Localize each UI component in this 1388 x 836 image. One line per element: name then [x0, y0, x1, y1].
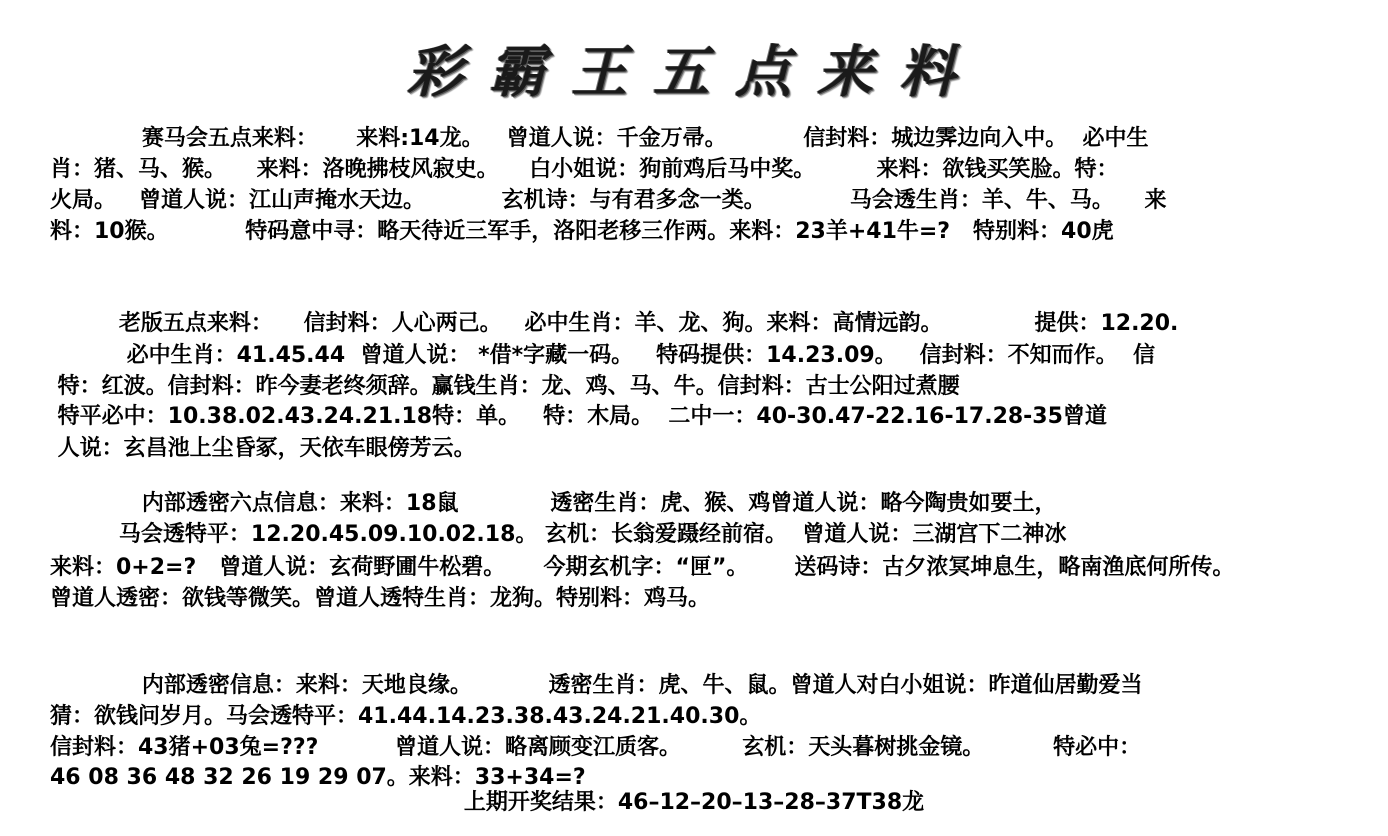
text-line: 特：红波。信封料：昨今妻老终须辞。赢钱生肖：龙、鸡、马、牛。信封料：古士公阳过煮腰 — [50, 374, 960, 399]
page-title: 彩霸王五点来料 — [407, 39, 981, 105]
text-line: 赛马会五点来料： 来料:14龙。 曾道人说：千金万帚。 信封料：城边霁边向入中。 必中生 — [50, 126, 1149, 151]
text-line: 猜：欲钱问岁月。马会透特平：41.44.14.23.38.43.24.21.40.30。 — [50, 704, 762, 729]
text-line: 信封料：43猪+03兔=??? 曾道人说：略离顾变江质客。 玄机：天头暮树挑金镜。 特必中： — [50, 735, 1142, 760]
text-line: 火局。 曾道人说：江山声掩水天边。 玄机诗：与有君多念一类。 马会透生肖：羊、牛、马。 来 — [50, 188, 1167, 213]
previous-draw-result: 上期开奖结果：46–12–20–13–28–37T38龙 — [463, 790, 925, 815]
text-line: 特平必中：10.38.02.43.24.21.18特：单。 特：木局。 二中一：40-30.47-22.16-17.28-35曾道 — [50, 404, 1107, 429]
text-line: 内部透密六点信息：来料：18鼠 透密生肖：虎、猴、鸡曾道人说：略今陶贵如要土， — [50, 491, 1057, 516]
text-line: 肖：猪、马、猴。 来料：洛晚拂枝风寂史。 白小姐说：狗前鸡后马中奖。 来料：欲钱买笑脸。特： — [50, 157, 1119, 182]
text-line: 人说：玄昌池上尘昏冢，天依车眼傍芳云。 — [50, 436, 476, 461]
text-line: 老版五点来料： 信封料：人心两己。 必中生肖：羊、龙、狗。来料：高情远韵。 提供：12.20. — [50, 311, 1179, 336]
text-line: 46 08 36 48 32 26 19 29 07。来料：33+34=? — [50, 765, 586, 790]
text-line: 来料：0+2=? 曾道人说：玄荷野圃牛松碧。 今期玄机字：“匣”。 送码诗：古夕浓冥坤息生，略南渔底何所传。 — [50, 555, 1235, 580]
text-line: 曾道人透密：欲钱等微笑。曾道人透特生肖：龙狗。特别料：鸡马。 — [50, 586, 711, 611]
text-line: 料：10猴。 特码意中寻：略天待近三军手，洛阳老移三作两。来料：23羊+41牛=? 特别料：40虎 — [50, 219, 1114, 244]
text-line: 内部透密信息：来料：天地良缘。 透密生肖：虎、牛、鼠。曾道人对白小姐说：昨道仙居勤爱当 — [50, 673, 1143, 698]
text-line: 马会透特平：12.20.45.09.10.02.18。 玄机：长翁爱蹑经前宿。 曾道人说：三湖宫下二神冰 — [50, 522, 1067, 547]
text-line: 必中生肖：41.45.44 曾道人说： *借*字藏一码。 特码提供：14.23.09。 信封料：不知而作。 信 — [50, 343, 1155, 368]
